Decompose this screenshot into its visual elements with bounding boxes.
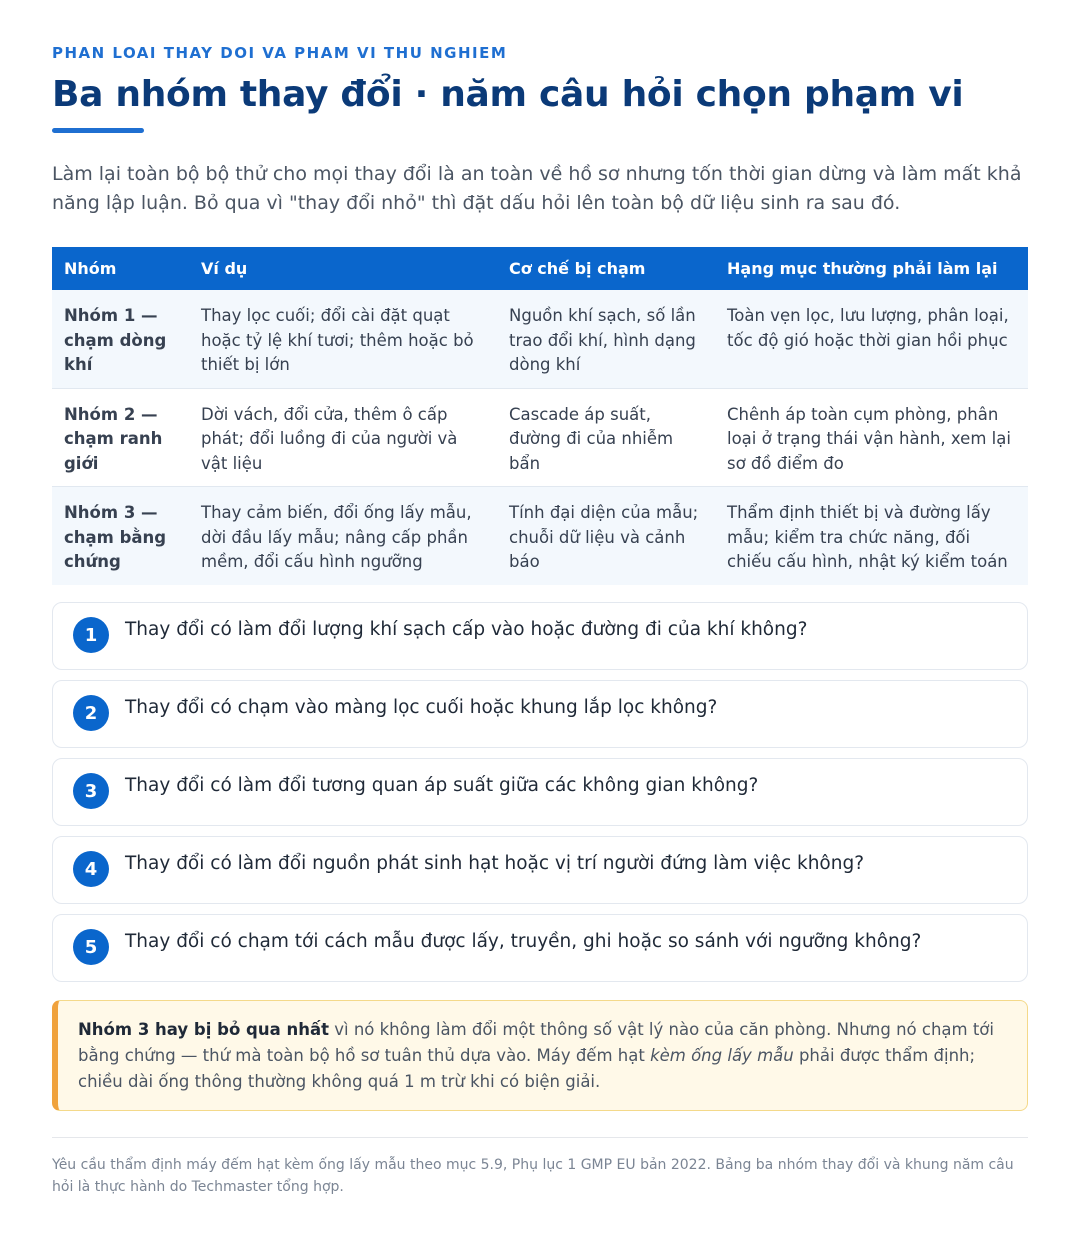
- column-header-retest: Hạng mục thường phải làm lại: [715, 247, 1028, 290]
- question-text: Thay đổi có làm đổi nguồn phát sinh hạt hoặc vị trí người đứng làm việc không?: [125, 853, 865, 874]
- callout-text: vì nó không làm đổi một thông số vật lý nào của căn phòng. Nhưng nó chạm tới bằng chứng — thứ mà toàn bộ hồ sơ tuân thủ dựa vào. Máy đếm hạt: [78, 1020, 994, 1065]
- footer-divider: [52, 1137, 1028, 1138]
- page-title: Ba nhóm thay đổi · năm câu hỏi chọn phạm vi: [52, 74, 964, 115]
- question-number-badge: 1: [73, 617, 109, 653]
- mechanism-cell: Cascade áp suất, đường đi của nhiễm bẩn: [497, 388, 715, 487]
- callout-text-end: phải được thẩm định; chiều dài ống thông thường không quá 1 m trừ khi có biện giải.: [78, 1046, 976, 1091]
- footnote: Yêu cầu thẩm định máy đếm hạt kèm ống lấy mẫu theo mục 5.9, Phụ lục 1 GMP EU bản 2022. Bảng ba nhóm thay đổi và khung năm câu hỏi là thực hành do Techmaster tổng hợp.: [52, 1157, 1014, 1195]
- callout-italic: kèm ống lấy mẫu: [650, 1046, 794, 1065]
- group-cell: Nhóm 1 — chạm dòng khí: [52, 290, 189, 388]
- group-cell: Nhóm 3 — chạm bằng chứng: [52, 487, 189, 585]
- table-row: [52, 388, 1028, 487]
- table-header-row: [52, 247, 1028, 290]
- retest-cell: Chênh áp toàn cụm phòng, phân loại ở trạng thái vận hành, xem lại sơ đồ điểm đo: [715, 388, 1028, 487]
- mechanism-cell: Tính đại diện của mẫu; chuỗi dữ liệu và cảnh báo: [497, 487, 715, 585]
- question-text: Thay đổi có chạm vào màng lọc cuối hoặc khung lắp lọc không?: [125, 697, 718, 718]
- question-number-badge: 2: [73, 695, 109, 731]
- warning-callout: [52, 1000, 1028, 1111]
- title-underline: [52, 128, 144, 133]
- question-number-badge: 4: [73, 851, 109, 887]
- column-header-mechanism: Cơ chế bị chạm: [497, 247, 715, 290]
- question-card: [52, 602, 1028, 670]
- question-number-badge: 5: [73, 929, 109, 965]
- question-text: Thay đổi có chạm tới cách mẫu được lấy, truyền, ghi hoặc so sánh với ngưỡng không?: [125, 931, 922, 952]
- table-row: [52, 487, 1028, 585]
- question-text: Thay đổi có làm đổi lượng khí sạch cấp vào hoặc đường đi của khí không?: [125, 619, 808, 640]
- example-cell: Dời vách, đổi cửa, thêm ô cấp phát; đổi luồng đi của người và vật liệu: [189, 388, 497, 487]
- retest-cell: Toàn vẹn lọc, lưu lượng, phân loại, tốc độ gió hoặc thời gian hồi phục: [715, 290, 1028, 388]
- column-header-group: Nhóm: [52, 247, 189, 290]
- column-header-example: Ví dụ: [189, 247, 497, 290]
- question-card: [52, 836, 1028, 904]
- group-cell: Nhóm 2 — chạm ranh giới: [52, 388, 189, 487]
- question-text: Thay đổi có làm đổi tương quan áp suất giữa các không gian không?: [125, 775, 759, 796]
- mechanism-cell: Nguồn khí sạch, số lần trao đổi khí, hình dạng dòng khí: [497, 290, 715, 388]
- question-card: [52, 758, 1028, 826]
- retest-cell: Thẩm định thiết bị và đường lấy mẫu; kiểm tra chức năng, đối chiếu cấu hình, nhật ký kiểm toán: [715, 487, 1028, 585]
- section-kicker: PHAN LOAI THAY DOI VA PHAM VI THU NGHIEM: [52, 44, 508, 62]
- change-groups-table: [52, 247, 1028, 585]
- question-card: [52, 680, 1028, 748]
- question-card: [52, 914, 1028, 982]
- intro-paragraph: Làm lại toàn bộ bộ thử cho mọi thay đổi là an toàn về hồ sơ nhưng tốn thời gian dừng và làm mất khả năng lập luận. Bỏ qua vì "thay đổi nhỏ" thì đặt dấu hỏi lên toàn bộ dữ liệu sinh ra sau đó.: [52, 163, 1022, 214]
- table-row: [52, 290, 1028, 388]
- example-cell: Thay cảm biến, đổi ống lấy mẫu, dời đầu lấy mẫu; nâng cấp phần mềm, đổi cấu hình ngưỡng: [189, 487, 497, 585]
- question-number-badge: 3: [73, 773, 109, 809]
- example-cell: Thay lọc cuối; đổi cài đặt quạt hoặc tỷ lệ khí tươi; thêm hoặc bỏ thiết bị lớn: [189, 290, 497, 388]
- callout-emphasis: Nhóm 3 hay bị bỏ qua nhất: [78, 1020, 329, 1039]
